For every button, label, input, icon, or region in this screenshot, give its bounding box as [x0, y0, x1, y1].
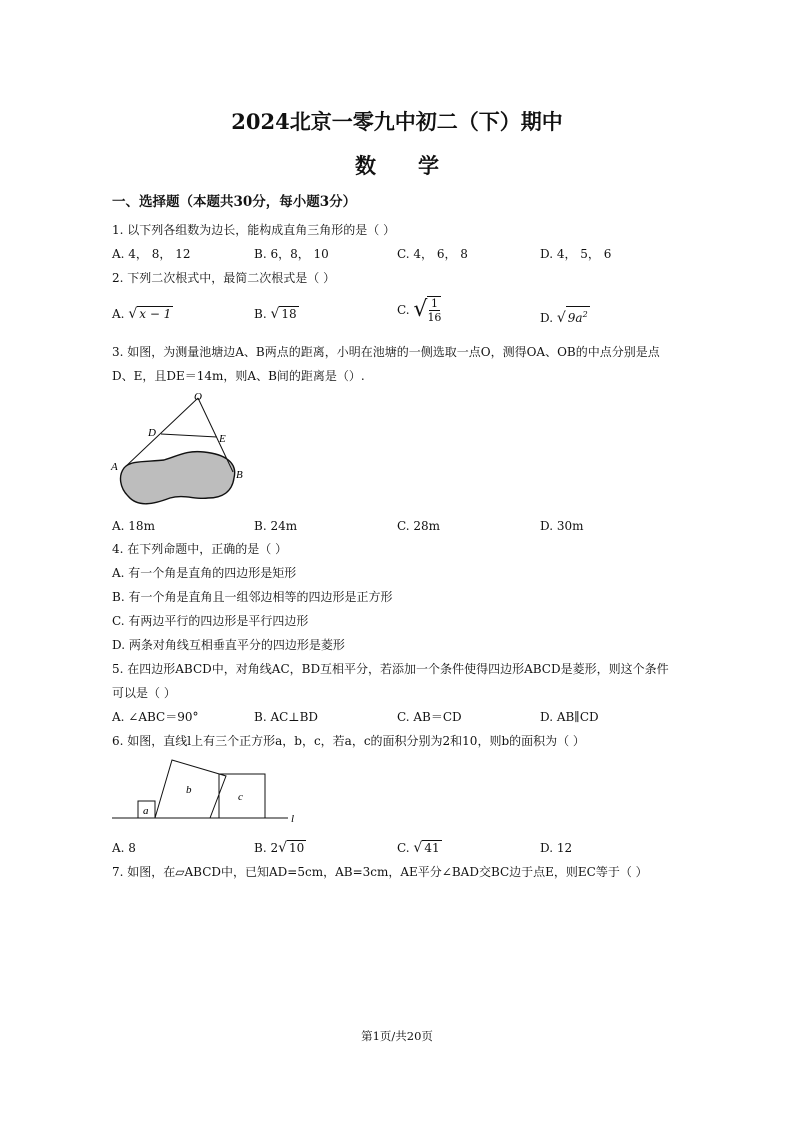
q1-option-b: B. 6，8， 10: [254, 247, 329, 261]
q2-option-d-exponent: 2: [582, 310, 588, 319]
question-3-stem-line2: D、E，且DE＝14m，则A、B间的距离是（）.: [112, 369, 365, 383]
sqrt-symbol: √: [413, 840, 423, 856]
q4-option-b: B. 有一个角是直角且一组邻边相等的四边形是正方形: [112, 590, 393, 604]
question-5-stem-line2: 可以是（ ）: [112, 686, 176, 700]
question-7-stem: 7. 如图，在▱ABCD中，已知AD=5cm，AB=3cm，AE平分∠BAD交BC边于点E，则EC等于（ ）: [112, 865, 648, 879]
question-5-stem-line1: 5. 在四边形ABCD中，对角线AC，BD互相平分，若添加一个条件使得四边形ABCD是菱形，则这个条件: [112, 662, 669, 676]
q2-option-c: [397, 296, 441, 324]
label-D: D: [148, 427, 156, 439]
q5-option-b: B. AC⊥BD: [254, 710, 319, 724]
pond-triangle-figure: [108, 388, 248, 514]
q2-option-b-label: B.: [254, 307, 267, 321]
q2-option-d-label: D.: [540, 311, 554, 325]
sqrt-symbol: √: [270, 306, 280, 322]
q1-option-a: A. 4， 8， 12: [112, 247, 191, 261]
fraction-denominator: 16: [427, 311, 442, 324]
q6-option-c-label: C.: [397, 841, 410, 855]
q2-option-a-label: A.: [112, 307, 125, 321]
q3-option-a: A. 18m: [112, 519, 155, 533]
label-B: B: [236, 469, 243, 481]
q6-option-a: A. 8: [112, 841, 136, 855]
q1-option-c: C. 4， 6， 8: [397, 247, 468, 261]
q6-option-b: [254, 840, 306, 856]
label-l: l: [291, 813, 295, 825]
label-b: b: [186, 784, 192, 796]
q2-option-a-radicand: x − 1: [139, 307, 172, 321]
sqrt-symbol: √: [413, 297, 428, 322]
q6-option-c: [397, 840, 442, 856]
section-heading: 一、选择题（本题共30分，每小题3分）: [112, 194, 357, 210]
question-4-stem: 4. 在下列命题中，正确的是（ ）: [112, 542, 288, 556]
q5-option-a: A. ∠ABC＝90°: [112, 710, 199, 724]
q6-option-c-radicand: 41: [424, 841, 440, 855]
fraction-numerator: 1: [430, 297, 438, 310]
segment-DE: [161, 434, 217, 437]
q2-option-b: [254, 306, 299, 322]
label-a: a: [143, 805, 149, 817]
sqrt-symbol: √: [128, 306, 138, 322]
q2-option-c-fraction: [427, 296, 441, 324]
q2-option-d-radicand: 9a: [567, 311, 583, 325]
q6-option-b-coefficient: 2: [270, 841, 279, 855]
label-c: c: [238, 791, 243, 803]
q6-option-d: D. 12: [540, 841, 573, 855]
q2-option-b-radicand: 18: [281, 307, 297, 321]
q5-option-d: D. AB∥CD: [540, 710, 599, 724]
subject-title: 数学: [355, 153, 481, 178]
page-footer: 第1页/共20页: [361, 1029, 433, 1043]
q4-option-a: A. 有一个角是直角的四边形是矩形: [112, 566, 297, 580]
sqrt-symbol: √: [278, 840, 288, 856]
three-squares-figure: [108, 752, 308, 830]
page-title: 2024北京一零九中初二（下）期中: [231, 109, 563, 134]
label-O: O: [194, 391, 202, 403]
q5-option-c: C. AB＝CD: [397, 710, 462, 724]
q4-option-d: D. 两条对角线互相垂直平分的四边形是菱形: [112, 638, 345, 652]
q6-option-b-label: B.: [254, 841, 267, 855]
q6-option-b-radicand: 10: [289, 841, 305, 855]
q1-option-d: D. 4， 5， 6: [540, 247, 612, 261]
q4-option-c: C. 有两边平行的四边形是平行四边形: [112, 614, 309, 628]
label-E: E: [219, 433, 226, 445]
pond-shape: [121, 452, 235, 504]
q2-option-a: [112, 306, 173, 322]
q3-option-b: B. 24m: [254, 519, 298, 533]
q2-option-d-radicand-wrap: [566, 306, 590, 326]
label-A: A: [111, 461, 118, 473]
question-1-stem: 1. 以下列各组数为边长，能构成直角三角形的是（ ）: [112, 223, 396, 237]
q2-option-d: [540, 306, 590, 326]
sqrt-symbol: √: [556, 310, 566, 326]
q2-option-c-label: C.: [397, 303, 410, 317]
q3-option-d: D. 30m: [540, 519, 584, 533]
question-6-stem: 6. 如图，直线l上有三个正方形a，b，c，若a，c的面积分别为2和10，则b的面积为（ ）: [112, 734, 585, 748]
question-2-stem: 2. 下列二次根式中，最简二次根式是（ ）: [112, 271, 336, 285]
question-3-stem-line1: 3. 如图，为测量池塘边A、B两点的距离，小明在池塘的一侧选取一点O，测得OA、OB的中点分别是点: [112, 345, 660, 359]
q3-option-c: C. 28m: [397, 519, 441, 533]
